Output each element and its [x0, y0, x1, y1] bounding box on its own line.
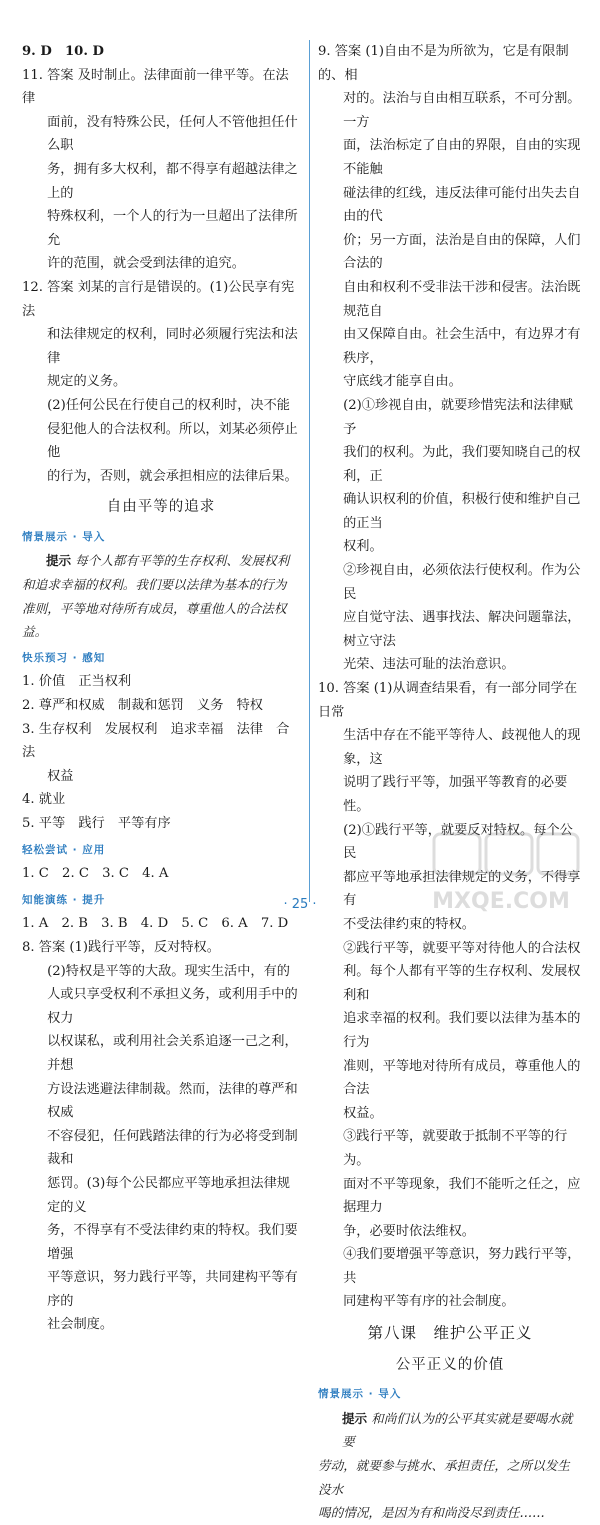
- hint-block-right: 提示 和尚们认为的公平其实就是要喝水就要 劳动，就要参与挑水、承担责任，之所以发生没水 喝的情况，是因为有和尚没尽到责任……: [318, 1410, 573, 1521]
- answer-8: 8. 答案 (1)践行平等，反对特权。 (2)特权是平等的大敌。现实生活中，有的 人或只享受权利不承担义务，或利用手中的权力 以权谋私，或利用社会关系追逐一己之利，并想 方设法逃避法律制裁。然而，法律的尊严和权威 不容侵犯，任何践踏法律的行为必将受到制裁和 惩罚。(3)每个公民都应平等地承担法律规定的义 务，不得享有不受法律约束的特权。我们要增强 平等意识，努力践行平等，共同建构平等有序的 社会制度。: [22, 939, 298, 1333]
- answer-10: 10. 答案 (1)从调查结果看，有一部分同学在日常 生活中存在不能平等待人、歧视他人的现象，这 说明了践行平等，加强平等教育的必要性。 (2)①践行平等，就要反对特权。每个公民 都应平等地承担法律规定的义务，不得享有 不受法律约束的特权。 ②践行平等，就要平等对待他人的合法权 利。每个人都有平等的生存权利、发展权利和 追求幸福的权利。我们要以法律为基本的行为 准则，平等地对待所有成员，尊重他人的合法 权益。 ③践行平等，就要敢于抵制不平等的行为。 面对不平等现象，我们不能听之任之，应据理力 争，必要时依法维权。 ④我们要增强平等意识，努力践行平等，共 同建构平等有序的社会制度。: [318, 681, 581, 1310]
- watermark-text: MXQE.COM: [432, 889, 570, 914]
- subheading-try: 轻松尝试 · 应用: [22, 843, 106, 856]
- section-title-right: 公平正义的价值: [395, 1356, 505, 1373]
- page-number: · 25 ·: [283, 897, 317, 912]
- column-divider: [309, 40, 310, 902]
- subheading-drill: 知能演练 · 提升: [22, 893, 106, 906]
- preview-answers: 1. 价值 正当权利 2. 尊严和权威 制裁和惩罚 义务 特权 3. 生存权利 发展权利 追求幸福 法律 合法 权益 4. 就业 5. 平等 践行 平等有序: [22, 674, 290, 831]
- subheading-preview: 快乐预习 · 感知: [22, 651, 106, 664]
- subheading-scene: 情景展示 · 导入: [22, 530, 106, 543]
- answer-11: 11. 答案 及时制止。法律面前一律平等。在法律 面前，没有特殊公民，任何人不管他担任什么职 务，拥有多大权利，都不得享有超越法律之上的 特殊权利，一个人的行为一旦超出了法律所允 许的范围，就会受到法律的追究。: [22, 67, 298, 272]
- drill-answers: 1. A 2. B 3. B 4. D 5. C 6. A 7. D: [22, 916, 289, 932]
- subheading-scene-right: 情景展示 · 导入: [318, 1388, 402, 1401]
- watermark-logo-icon: [416, 830, 586, 920]
- right-column: [318, 40, 582, 1525]
- section-title: 自由平等的追求: [106, 499, 216, 516]
- answer-9-10: 9. D 10. D: [22, 44, 104, 59]
- answer-12: 12. 答案 刘某的言行是错误的。(1)公民享有宪法 和法律规定的权利，同时必须履行宪法和法律 规定的义务。 (2)任何公民在行使自己的权利时，决不能 侵犯他人的合法权利。所以，刘某必须停止他 的行为，否则，就会承担相应的法律后果。: [22, 279, 298, 484]
- answer-9: 9. 答案 (1)自由不是为所欲为，它是有限制的、相 对的。法治与自由相互联系，不可分割。一方 面，法治标定了自由的界限，自由的实现不能触 碰法律的红线，违反法律可能付出失去自由的代 价；另一方面，法治是自由的保障，人们合法的 自由和权利不受非法干涉和侵害。法治既规范自 由又保障自由。社会生活中，有边界才有秩序， 守底线才能享自由。 (2)①珍视自由，就要珍惜宪法和法律赋予 我们的权利。为此，我们要知晓自己的权利，正 确认识权利的价值，积极行使和维护自己的正当 权利。 ②珍视自由，必须依法行使权利。作为公民 应自觉守法、遇事找法、解决问题靠法，树立守法 光荣、违法可耻的法治意识。: [318, 44, 581, 673]
- lesson-title: 第八课 维护公平正义: [367, 1324, 533, 1343]
- try-answers: 1. C 2. C 3. C 4. A: [22, 866, 169, 882]
- left-column: [22, 40, 300, 1337]
- hint-block: 提示 每个人都有平等的生存权利、发展权利 和追求幸福的权利。我们要以法律为基本的行为 准则，平等地对待所有成员，尊重他人的合法权益。: [22, 553, 290, 640]
